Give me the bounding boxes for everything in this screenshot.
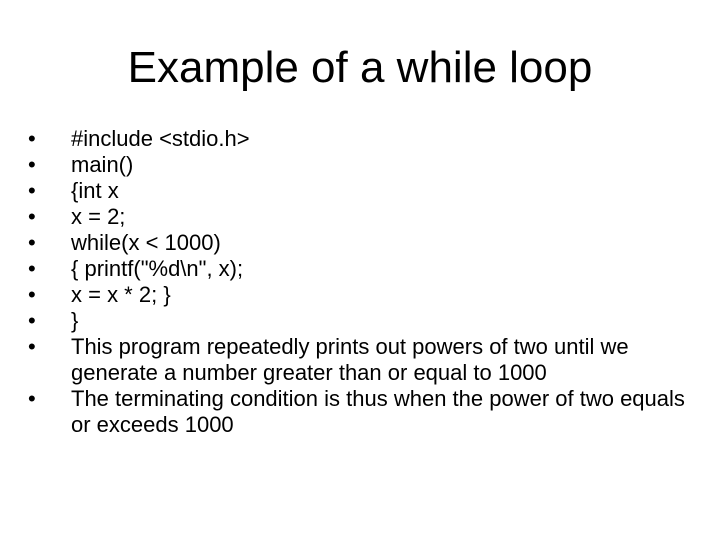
bullet-marker: • [28, 386, 36, 411]
bullet-text: #include <stdio.h> [71, 126, 250, 151]
bullet-item [28, 126, 688, 152]
bullet-item [28, 178, 688, 204]
bullet-item [28, 334, 688, 386]
bullet-list [28, 126, 688, 438]
bullet-text: The terminating condition is thus when the power of two equals or exceeds 1000 [71, 386, 685, 437]
bullet-marker: • [28, 282, 36, 307]
slide-title: Example of a while loop [127, 43, 593, 92]
bullet-text: This program repeatedly prints out powers of two until we generate a number greater than or equal to 1000 [71, 334, 629, 385]
bullet-marker: • [28, 230, 36, 255]
bullet-marker: • [28, 152, 36, 177]
bullet-text: main() [71, 152, 134, 177]
bullet-item [28, 308, 688, 334]
bullet-marker: • [28, 256, 36, 281]
bullet-marker: • [28, 178, 36, 203]
bullet-text: { printf("%d\n", x); [71, 256, 244, 281]
bullet-text: x = x * 2; } [71, 282, 171, 307]
bullet-item [28, 204, 688, 230]
bullet-marker: • [28, 204, 36, 229]
bullet-item [28, 282, 688, 308]
bullet-marker: • [28, 308, 36, 333]
bullet-text: x = 2; [71, 204, 126, 229]
bullet-item [28, 230, 688, 256]
bullet-text: } [71, 308, 79, 333]
bullet-item [28, 152, 688, 178]
bullet-item [28, 256, 688, 282]
bullet-item [28, 386, 688, 438]
bullet-marker: • [28, 126, 36, 151]
bullet-text: {int x [71, 178, 119, 203]
bullet-marker: • [28, 334, 36, 359]
bullet-text: while(x < 1000) [71, 230, 221, 255]
